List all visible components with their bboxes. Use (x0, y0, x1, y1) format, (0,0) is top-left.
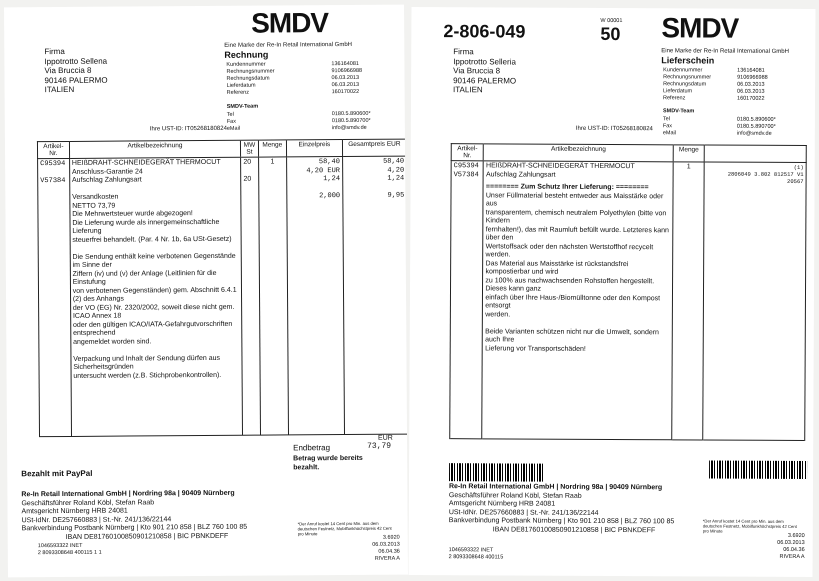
address-line: 90146 PALERMO (453, 75, 517, 85)
recipient-address (453, 47, 516, 95)
env-line: Das Material aus Maisstärke ist rückstandsfrei kompostierbar und wird (485, 259, 629, 276)
footer-line: USt-IdNr. DE257660883 | St.-Nr. 241/136/22144 (448, 508, 599, 517)
note-line: Die Mehrwertsteuer wurde abgezogen! (72, 210, 193, 218)
env-line: Unser Füllmaterial besteht entweder aus Maisstärke oder aus (485, 191, 664, 208)
meta-value: 136164081 (331, 60, 359, 68)
note-line: Die Lieferung wurde als innergemeinschaftliche Lieferung (72, 218, 220, 235)
address-line: ITALIEN (453, 85, 483, 95)
bottom-code: 1046593322 INET (448, 547, 494, 554)
currency-label: EUR (378, 434, 393, 442)
delivery-items-table (449, 143, 807, 441)
vat-id: Ihre UST-ID: IT05268180824 (575, 125, 653, 133)
env-line: transparentem, chemisch neutralem Polyethylen (bitte von Kindern (485, 208, 667, 225)
item-desc: Versandkosten (72, 193, 119, 201)
contact-label: Tel (226, 111, 234, 118)
item-nr: V57384 (453, 170, 479, 179)
contact-values (332, 111, 371, 132)
netto-line: NETTO 73,79 (72, 202, 116, 210)
meta-label: Lieferdatum (226, 82, 256, 89)
address-line: Via Bruccia 8 (44, 65, 92, 76)
col-header (704, 145, 806, 163)
bottom-right-codes (749, 533, 805, 561)
meta-label: Referenz (662, 95, 686, 102)
bottom-right-code: 3.6920 (787, 532, 805, 540)
meta-label: Kundennummer (663, 67, 703, 74)
env-line: Wertstoffsack oder den nächsten Wertstoffhof recycelt werden. (485, 242, 654, 259)
item-total: 9,95 (387, 191, 405, 200)
footer-line: Bankverbindung Postbank Nürnberg | Kto 901 210 858 | BLZ 760 100 85 (21, 523, 248, 533)
small-print: *Der Anruf kostet 14 Cent pro Min. aus dem deutschen Festnetz, Mobilfunkhöchstpreis 42 Cent pro Minute (702, 518, 797, 534)
brand-line: Eine Marke der Re-In Retail International GmbH (661, 48, 790, 55)
item-totals (342, 156, 408, 434)
vat-id: Ihre UST-ID: IT05268180824 (149, 125, 227, 133)
bottom-code: 2 8093308648 400115 (448, 554, 504, 561)
item-total: 58,40 (383, 157, 405, 166)
item-descriptions (482, 161, 673, 440)
doc-title: Lieferschein (661, 55, 715, 66)
env-line: fernhalten!), das mit Raumluft befüllt wurde. Letzteres kann über den (485, 225, 669, 242)
note-line: untersucht werden (z.B. Stichprobenkontrollen). (73, 371, 222, 380)
meta-label: Rechnungsnummer (663, 74, 712, 81)
item-numbers (450, 161, 484, 439)
invoice-items-table (37, 139, 408, 438)
contact-value: 0180.5.890700* (736, 123, 776, 130)
address-line: Ippotrotto Selleria (453, 56, 516, 66)
brand-line: Eine Marke der Re-In Retail International GmbH (224, 41, 353, 49)
col-header: MW St (241, 140, 259, 157)
footer-line: Amtsgericht Nürnberg HRB 24081 (21, 507, 128, 516)
contact-label: eMail (662, 130, 677, 137)
meta-value: 06.03.2013 (737, 88, 765, 95)
contact-value: 0180.5.890600* (736, 116, 776, 123)
col-header: Artikelbezeichnung (484, 144, 674, 162)
meta-label: Lieferdatum (663, 88, 693, 95)
barcode-left (449, 463, 543, 481)
contact-label: Fax (662, 123, 673, 130)
contact-value: 0180.5.890700* (331, 117, 371, 125)
small-print: *Der Anruf kostet 14 Cent pro Min. aus dem deutschen Festnetz, Mobilfunkhöchstpreis 42 Cent pro Minute (297, 520, 392, 537)
item-mw: 20 (243, 158, 252, 166)
footer-line: Re-In Retail International GmbH | Nordring 98a | 90409 Nürnberg (21, 489, 235, 499)
bottom-right-code: 3.6920 (382, 534, 400, 541)
legal-notes (72, 210, 240, 381)
footer-line: Geschäftsführer Roland Köbl, Stefan Raab (448, 491, 582, 500)
meta-value: 06.03.2013 (737, 81, 765, 88)
item-desc: Anschluss-Garantie 24 (71, 167, 143, 176)
address-line: Via Bruccia 8 (453, 66, 501, 76)
env-line: einfach über Ihre Haus-/Biomülltonne oder den Kompost entsorgt (485, 293, 661, 310)
paypal-note: Bezahlt mit PayPal (21, 468, 93, 479)
meta-value: 06.03.2013 (331, 81, 360, 89)
smdv-logo: SMDV (251, 7, 329, 39)
address-line: Ippotrotto Sellena (44, 56, 108, 66)
env-line: Beide Varianten schützen nicht nur die Umwelt, sondern auch Ihre (485, 327, 659, 344)
footer-line: Geschäftsführer Roland Köbl, Stefan Raab (21, 498, 155, 507)
item-qty-value: 1 (270, 158, 275, 166)
delivery-sheet (409, 7, 816, 577)
meta-value: 9106966988 (737, 74, 768, 81)
item-desc: Aufschlag Zahlungsart (71, 176, 142, 184)
meta-value: 160170022 (331, 88, 360, 96)
box-number: 50 (600, 23, 621, 45)
note-line: der VO (EG) Nr. 2320/2002, soweit diese nicht gem. ICAO Annex 18 (72, 303, 235, 320)
meta-values (331, 61, 362, 96)
note-line: Ziffern (iv) und (v) der Anlage (Leitlinien für die Einstufung (72, 269, 217, 286)
item-nr: V57384 (40, 176, 66, 186)
col-header: Menge (258, 140, 287, 157)
item-unit: 2,000 (319, 192, 341, 201)
barcode-right (709, 461, 807, 480)
contact-values (737, 117, 776, 138)
col-header: Artikel-Nr. (37, 141, 69, 158)
contact-labels (227, 112, 240, 133)
team-title: SMDV-Team (662, 108, 695, 115)
meta-value: 9106966988 (331, 67, 363, 75)
recipient-address (44, 47, 107, 95)
meta-label: Rechnungsdatum (663, 81, 707, 88)
bottom-right-code: RIVERA A (374, 555, 400, 562)
meta-value: 136164081 (737, 67, 765, 74)
item-unit-prices (287, 157, 345, 435)
address-line: Firma (44, 46, 65, 57)
col-header: Artikelbezeichnung (69, 140, 241, 158)
meta-label: Rechnungsdatum (226, 75, 270, 82)
meta-labels (663, 67, 711, 102)
item-mw: 20 (243, 175, 252, 183)
bottom-codes (449, 547, 504, 561)
endbetrag-label: Endbetrag (293, 443, 331, 453)
item-descriptions (69, 157, 242, 436)
item-nr: C95394 (453, 162, 479, 171)
company-footer (449, 483, 719, 535)
item-qty-value: 1 (686, 163, 691, 171)
contact-labels (663, 116, 676, 137)
env-line: zu 100% aus nachwachsenden Rohstoffen hergestellt. Dieses kann ganz (485, 276, 655, 293)
address-line: Firma (453, 47, 474, 57)
item-desc: HEIßDRAHT-SCHNEIDEGERÄT THERMOCUT (486, 162, 635, 171)
meta-values (737, 68, 768, 103)
env-line: werden. (485, 310, 511, 318)
item-total: 1,24 (387, 174, 405, 183)
contact-label: eMail (226, 125, 241, 132)
col-header: Menge (673, 145, 704, 162)
contact-label: Fax (226, 118, 237, 125)
col-header: Artikel-Nr. (451, 144, 483, 161)
contact-value: 0180.5.890600* (331, 110, 371, 118)
note-line: oder den gültigen ICAO/IATA-Gefahrgutvorschriften entsprechend (72, 320, 233, 337)
bottom-codes (38, 543, 102, 557)
footer-line: IBAN DE81760100850901210858 | BIC PBNKDEFF (492, 525, 656, 534)
environment-note (485, 183, 671, 354)
bottom-right-code: RIVERA A (779, 553, 805, 561)
endbetrag-value: 73,79 (367, 441, 392, 451)
item-vat (241, 157, 260, 435)
item-code2: (1) (793, 163, 804, 172)
smdv-logo: SMDV (661, 12, 739, 44)
address-line: 90146 PALERMO (44, 75, 108, 85)
contact-value: info@smdv.de (331, 124, 367, 132)
note-line: steuerfrei behandelt. (Par. 4 Nr. 1b, 6a USt-Gesetz) (72, 235, 232, 244)
address-line: ITALIEN (44, 84, 75, 95)
bottom-right-code: 06.03.2013 (777, 539, 805, 547)
col-header: Gesamtpreis EUR (342, 139, 406, 156)
item-unit: 58,40 (318, 158, 340, 167)
item-qty (258, 157, 288, 435)
item-qty (672, 162, 705, 440)
env-title: ======== Zum Schutz Ihrer Lieferung: ======== (485, 183, 649, 192)
item-unit: 1,24 (323, 175, 341, 184)
item-numbers (38, 158, 72, 436)
item-desc: Aufschlag Zahlungsart (485, 170, 556, 179)
doc-title: Rechnung (224, 49, 269, 60)
bottom-right-code: 06.04.36 (783, 546, 805, 554)
meta-label: Referenz (226, 89, 249, 96)
item-desc: HEIßDRAHT-SCHNEIDEGERÄT THERMOCUT (71, 158, 221, 167)
item-total: 4,20 (387, 166, 405, 175)
meta-label: Rechnungsnummer (226, 68, 275, 75)
footer-line: Bankverbindung Postbank Nürnberg | Kto 901 210 858 | BLZ 760 100 85 (448, 517, 675, 526)
meta-labels (226, 61, 296, 96)
team-title: SMDV-Team (226, 103, 259, 110)
company-footer (21, 489, 291, 542)
footer-line: Re-In Retail International GmbH | Nordring 98a | 90409 Nürnberg (448, 483, 663, 492)
note-line: Die Sendung enthält keine verbotenen Gegenstände im Sinne der (72, 252, 236, 269)
note-line: Verpackung und Inhalt der Sendung dürfen aus Sicherheitsgründen (73, 354, 221, 371)
bottom-right-codes (348, 535, 400, 563)
w-code: W 00001 (600, 17, 623, 25)
meta-value: 06.03.2013 (331, 74, 360, 82)
bottom-right-code: 06.03.2013 (372, 541, 400, 548)
item-codes (703, 162, 806, 441)
contact-value: info@smdv.de (736, 130, 772, 137)
footer-line: IBAN DE81760100850901210858 | BIC PBNKDEFF (65, 532, 229, 541)
paid-note: Betrag wurde bereits bezahlt. (293, 454, 363, 471)
item-nr: C95394 (40, 159, 66, 169)
item-unit: 4,20 EUR (306, 166, 340, 175)
meta-label: Kundennummer (226, 61, 266, 68)
item-code3: 20567 (787, 177, 804, 186)
col-header: Einzelpreis (286, 140, 342, 157)
bottom-right-code: 06.04.36 (378, 548, 400, 555)
bottom-code: 2 8093308648 400115 1 1 (37, 549, 102, 557)
env-line: Lieferung vor Transportschäden! (485, 344, 586, 353)
note-line: angemeldet worden sind. (73, 337, 152, 346)
note-line: von verbotenen Gegenständen) gem. Abschnitt 6.4.1 (2) des Anhangs (72, 286, 237, 303)
footer-line: Amtsgericht Nürnberg HRB 24081 (448, 500, 556, 508)
invoice-sheet (4, 5, 408, 578)
bottom-code: 1046593322 INET (37, 542, 83, 550)
contact-label: Tel (662, 116, 670, 123)
order-number: 2-806-049 (443, 21, 526, 42)
item-code: 2806049 3.802 812517 V1 (727, 170, 804, 179)
meta-value: 160170022 (736, 95, 765, 102)
footer-line: USt-IdNr. DE257660883 | St.-Nr. 241/136/22144 (21, 515, 172, 524)
